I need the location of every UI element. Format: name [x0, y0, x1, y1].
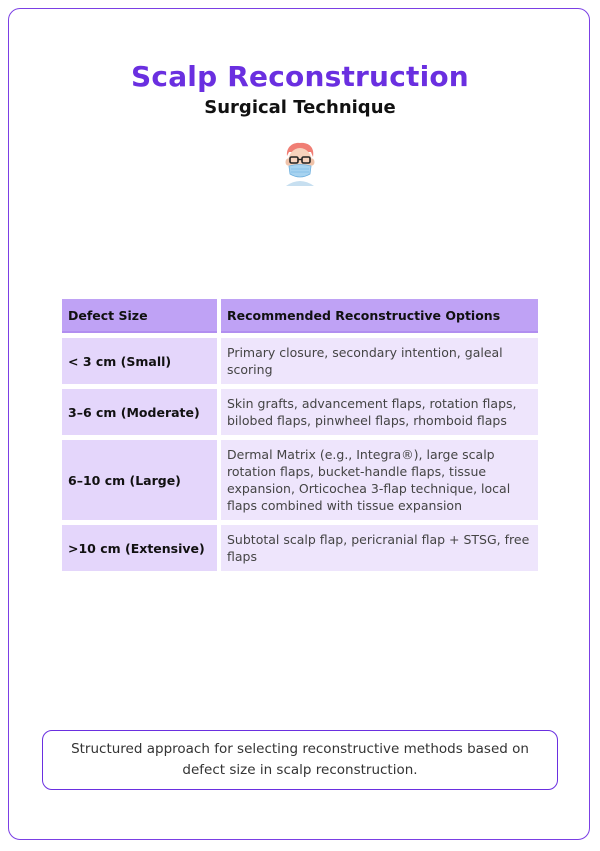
- surgeon-avatar-icon: [280, 140, 320, 186]
- page-title: Scalp Reconstruction: [131, 60, 469, 93]
- footer-note: [42, 730, 558, 790]
- options-cell: Primary closure, secondary intention, galeal scoring: [221, 338, 538, 384]
- table-header-row: [62, 299, 538, 333]
- defect-size-cell: 3–6 cm (Moderate): [62, 389, 217, 435]
- table-row: [62, 525, 538, 571]
- defect-size-cell: < 3 cm (Small): [62, 338, 217, 384]
- footer-note-text: Structured approach for selecting reconstructive methods based on defect size in scalp reconstruction.: [71, 741, 529, 778]
- table-row: [62, 338, 538, 384]
- options-cell: Skin grafts, advancement flaps, rotation flaps, bilobed flaps, pinwheel flaps, rhomboid flaps: [221, 389, 538, 435]
- page-subtitle: Surgical Technique: [204, 97, 396, 118]
- options-cell: Subtotal scalp flap, pericranial flap + STSG, free flaps: [221, 525, 538, 571]
- options-cell: Dermal Matrix (e.g., Integra®), large scalp rotation flaps, bucket-handle flaps, tissue expansion, Orticochea 3-flap technique, local flaps combined with tissue expansion: [221, 440, 538, 520]
- table-row: [62, 389, 538, 435]
- defect-size-cell: >10 cm (Extensive): [62, 525, 217, 571]
- defect-size-cell: 6–10 cm (Large): [62, 440, 217, 520]
- column-header-options: Recommended Reconstructive Options: [221, 299, 538, 333]
- defect-options-table: [58, 294, 542, 576]
- column-header-defect-size: Defect Size: [62, 299, 217, 333]
- table-row: [62, 440, 538, 520]
